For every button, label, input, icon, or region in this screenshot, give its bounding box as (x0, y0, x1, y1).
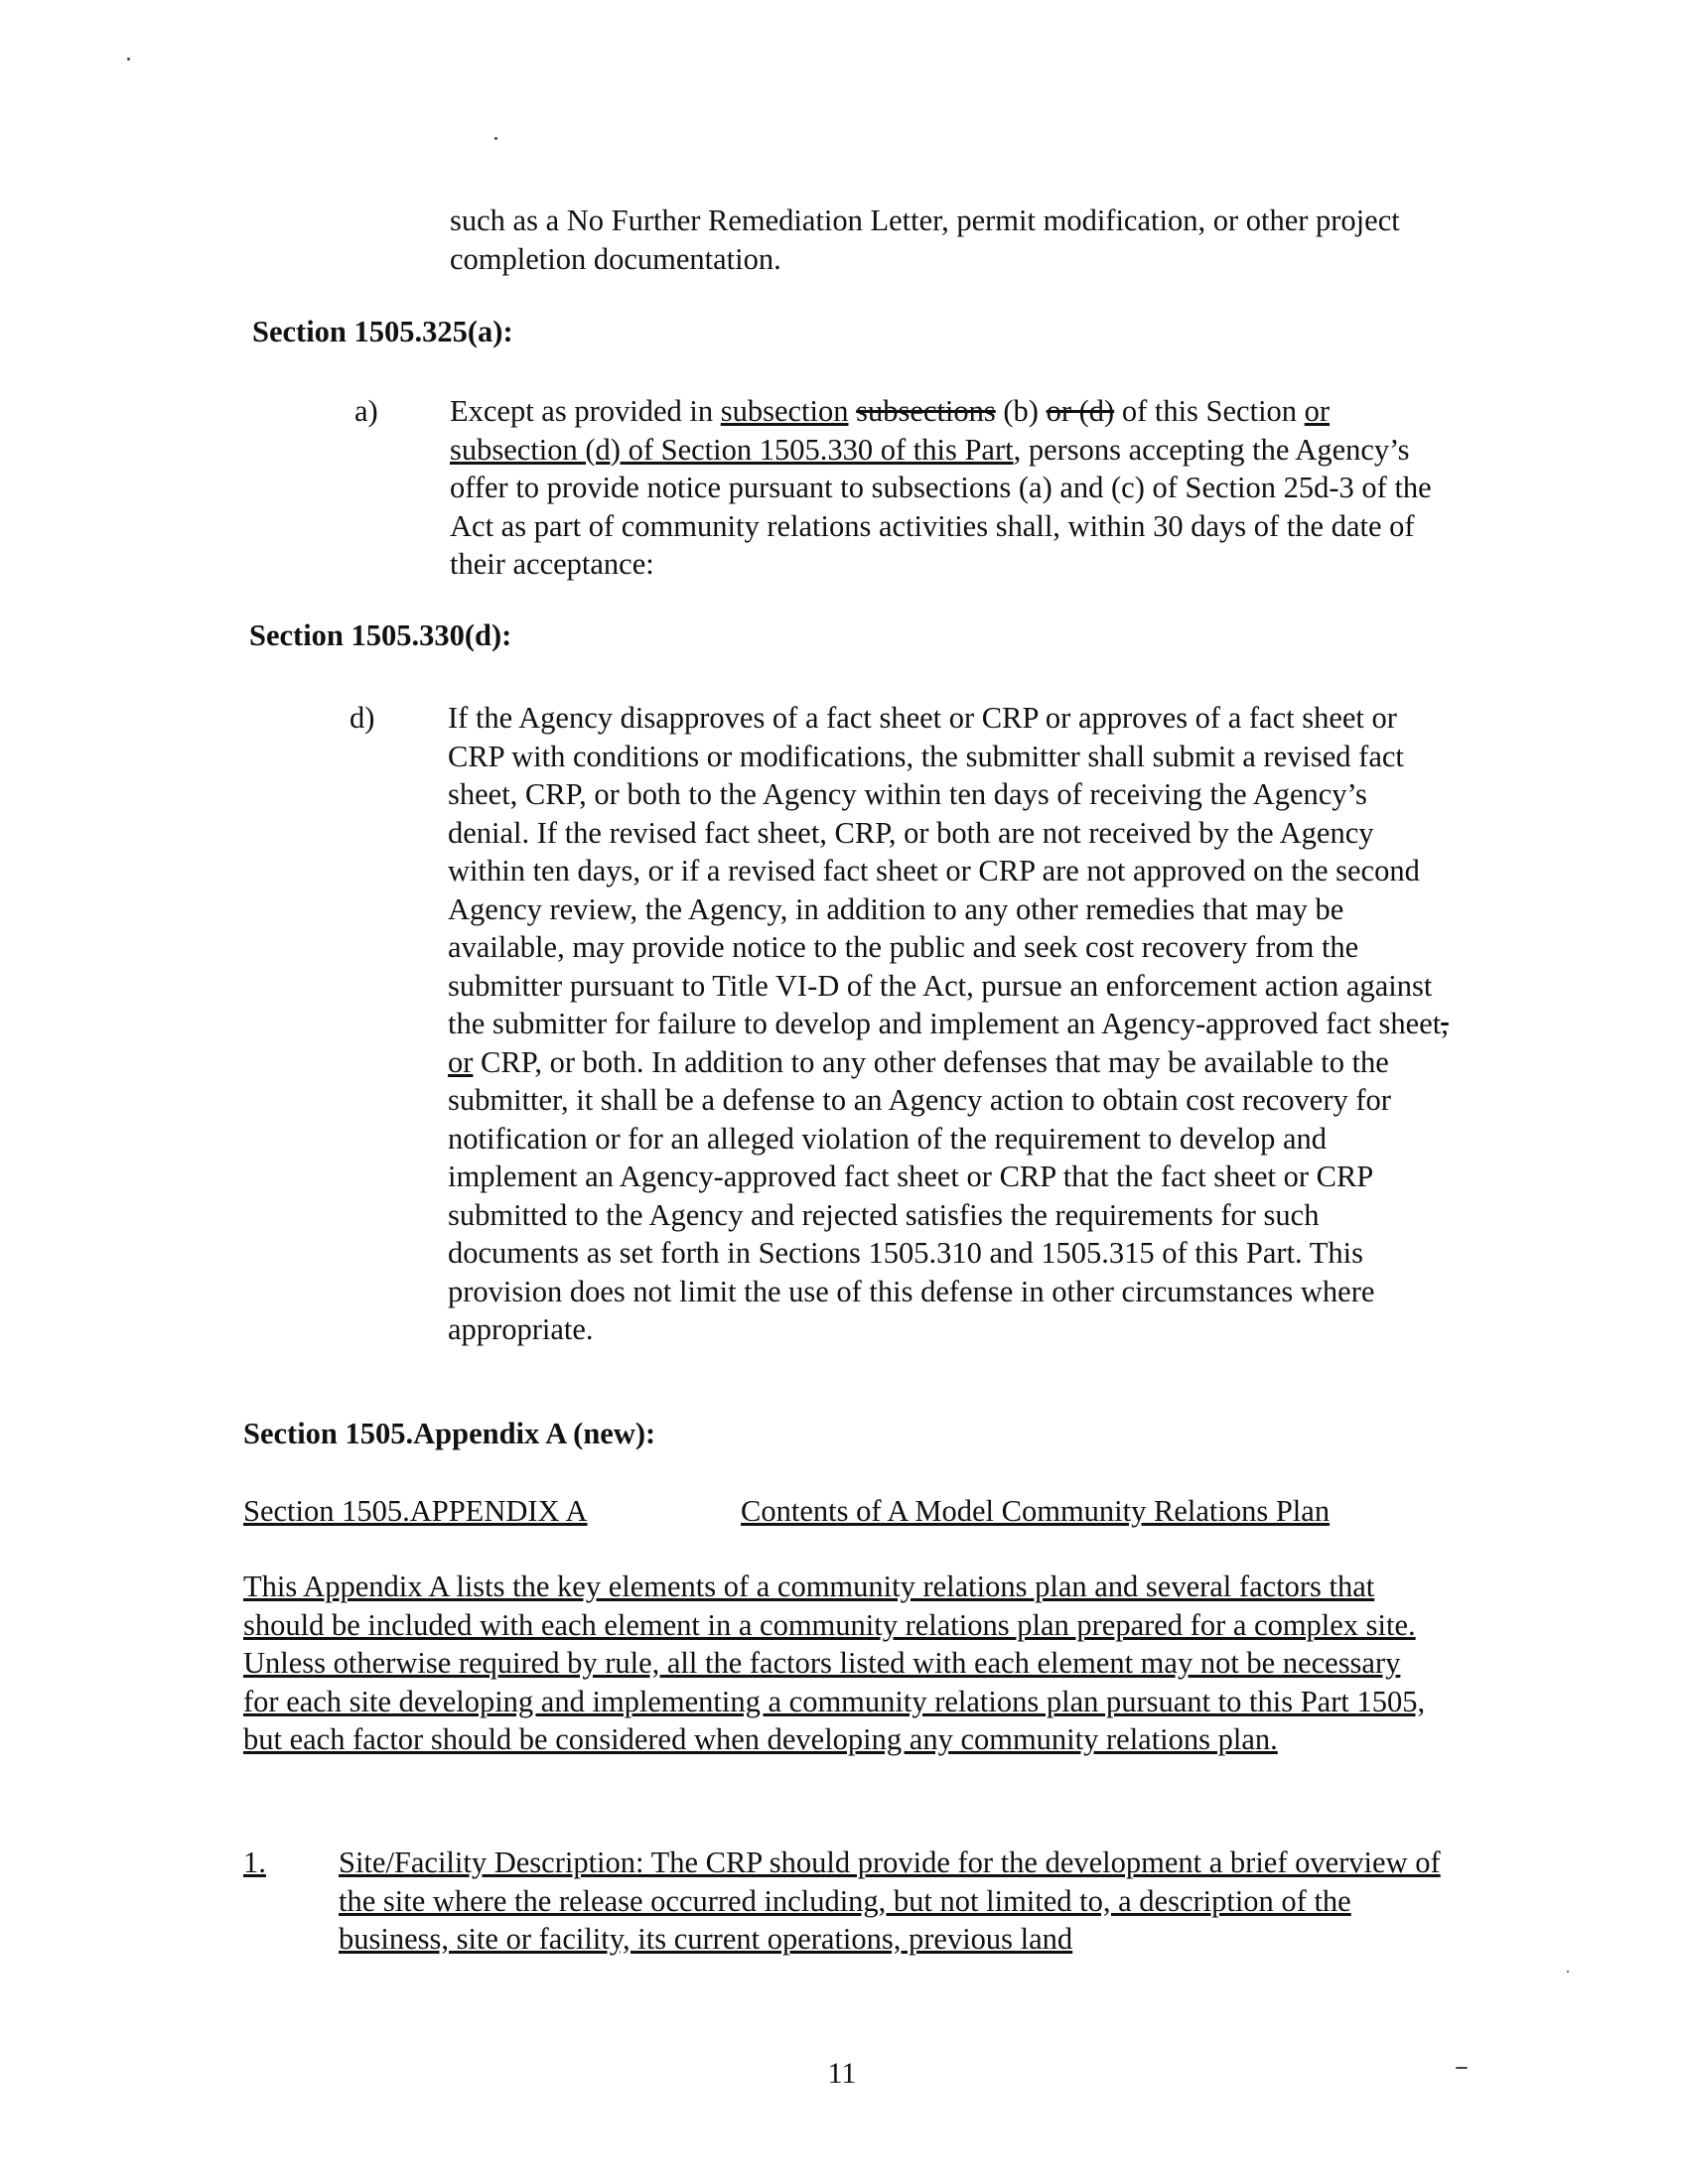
item-label-d: d) (350, 701, 375, 735)
page-number: 11 (827, 2057, 857, 2090)
section-1505-330-d-text: If the Agency disapproves of a fact sheet or CRP or approves of a fact sheet or CRP with conditions or modifications, the submitter shall submit a revised fact sheet, CRP, or both to the Agency within ten days of receiving the Agency’s denial. If the revised fact sheet, CRP, or both are not received by the Agency within ten days, or if a revised fact sheet or CRP are not approved on the second Agency review, the Agency, in addition to any other remedies that may be available, may provide notice to the public and seek cost recovery from the submitter pursuant to Title VI-D of the Act, pursue an enforcement action against the submitter for failure to develop and implement an Agency-approved fact sheet, or CRP, or both. In addition to any other defenses that may be available to the submitter, it shall be a defense to an Agency action to obtain cost recovery for notification or for an alleged violation of the requirement to develop and implement an Agency-approved fact sheet or CRP that the fact sheet or CRP submitted to the Agency and rejected satisfies the requirements for such documents as set forth in Sections 1505.310 and 1505.315 of this Part. This provision does not limit the use of this defense in other circumstances where appropriate. (448, 701, 1449, 1346)
deleted-text: , (1441, 1007, 1449, 1040)
scan-speck (1567, 1971, 1569, 1973)
appendix-intro-paragraph: This Appendix A lists the key elements of a community relations plan and several factors that should be included with each element in a community relations plan prepared for a complex site. Unless otherwise required by rule, all the factors listed with each element may not be necessary for each site developing and implementing a community relations plan pursuant to this Part 1505, but each factor should be considered when developing any community relations plan. (243, 1570, 1426, 1756)
appendix-title-section: Section 1505.APPENDIX A (243, 1494, 588, 1528)
appendix-a-heading: Section 1505.Appendix A (new): (243, 1417, 656, 1450)
section-1505-330-heading: Section 1505.330(d): (249, 618, 512, 652)
inserted-text: subsection (720, 394, 849, 428)
deleted-text: or (d) (1046, 394, 1115, 428)
scan-speck (1456, 2067, 1468, 2069)
inserted-text: or (448, 1044, 474, 1079)
section-1505-325-heading: Section 1505.325(a): (252, 315, 513, 348)
appendix-item-label: 1. (243, 1845, 266, 1879)
deleted-text: subsections (856, 394, 996, 428)
scan-speck (127, 58, 130, 61)
inserted-text: or subsection (d) of Section 1505.330 of this Part (450, 394, 1331, 467)
scan-speck (494, 137, 497, 140)
section-1505-325-a-text: Except as provided in subsection subsections (b) or (d) of this Section or subsection (d) of Section 1505.330 of this Part, persons accepting the Agency’s offer to provide notice pursuant to subsections (a) and (c) of Section 25d-3 of the Act as part of community relations activities shall, within 30 days of the date of their acceptance: (450, 394, 1432, 581)
intro-continuation-text: such as a No Further Remediation Letter, permit modification, or other project completion documentation. (450, 204, 1400, 276)
appendix-title-caption: Contents of A Model Community Relations Plan (741, 1494, 1331, 1528)
appendix-item-text: Site/Facility Description: The CRP should provide for the development a brief overview of the site where the release occurred including, but not limited to, a description of the business, site or facility, its current operations, previous land (339, 1845, 1441, 1956)
item-label-a: a) (354, 394, 378, 428)
